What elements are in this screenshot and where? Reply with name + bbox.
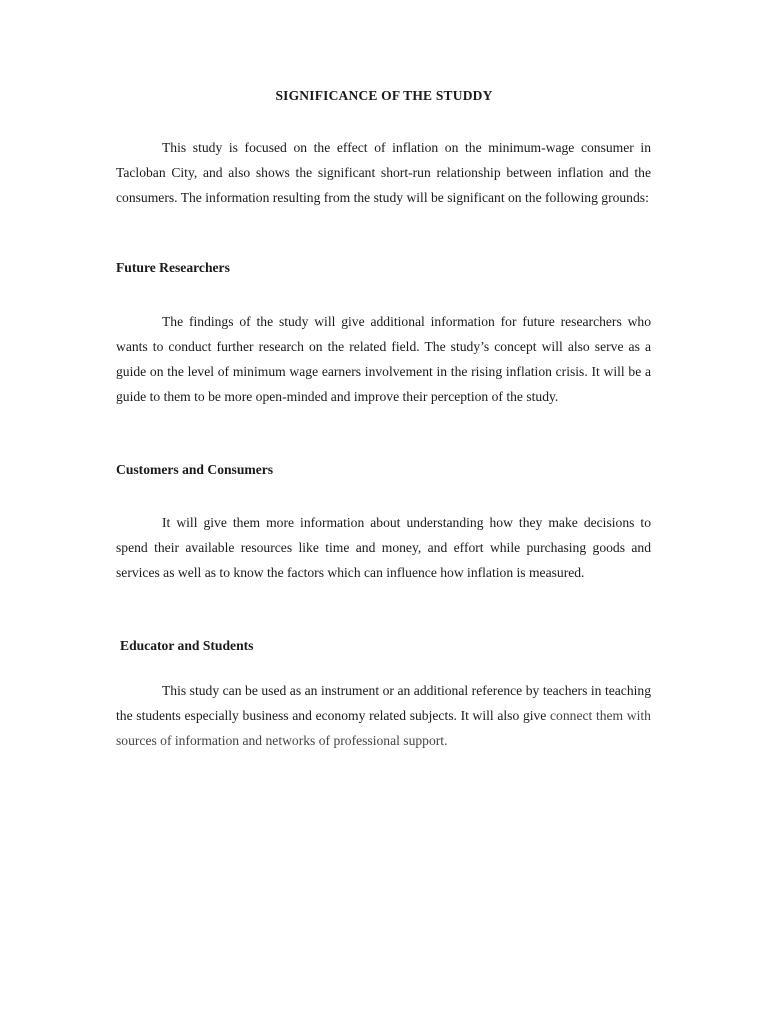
section-heading-customers-consumers: Customers and Consumers [116, 462, 274, 477]
section-body-future-researchers: The findings of the study will give additional information for future researchers who wants to conduct further research on the related field. The study’s concept will also serve as a guide on the level of minimum wage earners involvement in the rising inflation crisis. It will be a guide to them to be more open-minded and improve their perception of the study. [116, 314, 651, 404]
section-body-tail-text: connect them with sources of information and networks of professional support. [116, 708, 651, 748]
section-body-educator-students [116, 678, 651, 753]
section-body-text: This study can be used as an instrument or an additional reference by teachers in teaching the students especially business and economy related subjects. It will also give [116, 683, 651, 723]
section-heading-educator-students: Educator and Students [120, 638, 254, 653]
document-title: SIGNIFICANCE OF THE STUDDY [275, 88, 493, 103]
intro-paragraph: This study is focused on the effect of inflation on the minimum-wage consumer in Tacloban City, and also shows the significant short-run relationship between inflation and the consumers. The information resulting from the study will be significant on the following grounds: [116, 140, 651, 205]
section-body-customers-consumers: It will give them more information about understanding how they make decisions to spend their available resources like time and money, and effort while purchasing goods and services as well as to know the factors which can influence how inflation is measured. [116, 515, 651, 580]
section-heading-future-researchers: Future Researchers [116, 260, 230, 275]
